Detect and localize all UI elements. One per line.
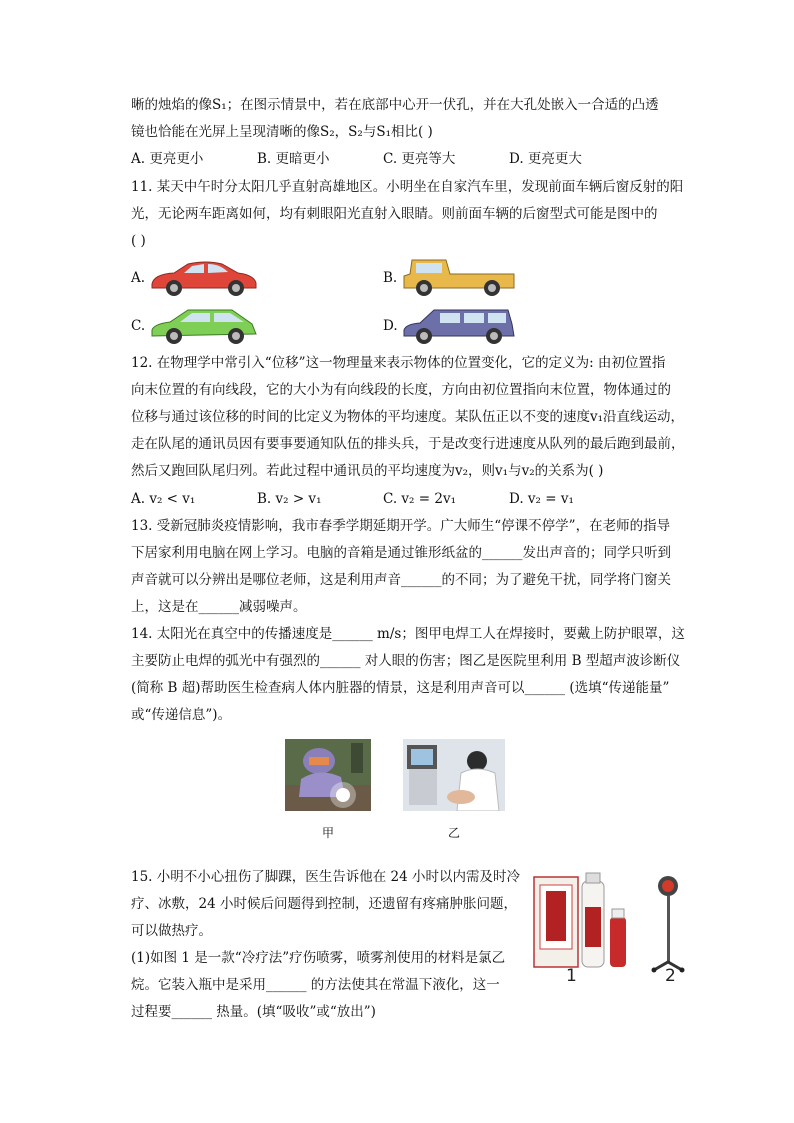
cold-spray-product-photo <box>532 869 642 969</box>
welder-photo <box>285 739 371 811</box>
q13-line-1: 13. 受新冠肺炎疫情影响，我市春季学期延期开学。广大师生“停课不停学”，在老师的指导 <box>131 518 671 534</box>
q15-line-1: 15. 小明不小心扭伤了脚踝，医生告诉他在 24 小时以内需及时冷 <box>131 869 521 885</box>
q11-option-b-label: B. <box>383 270 398 286</box>
q10-line-1: 晰的烛焰的像S₁；在图示情景中，若在底部中心开一伏孔，并在大孔处嵌入一合适的凸透 <box>131 97 659 113</box>
figure-2-label: 2 <box>665 966 676 986</box>
q12-line-4: 走在队尾的通讯员因有要事要通知队伍的排头兵，于是改变行进速度从队列的最后跑到最前， <box>131 436 685 452</box>
ultrasound-photo <box>403 739 505 811</box>
q11-line-1: 11. 某天中午时分太阳几乎直射高雄地区。小明坐在自家汽车里，发现前面车辆后窗反射的阳 <box>131 179 684 195</box>
q12-option-a: A. v₂ < v₁ <box>131 491 196 507</box>
car-wagon-illustration <box>400 304 518 346</box>
q11-line-2: 光，无论两车距离如何，均有刺眼阳光直射入眼睛。则前面车辆的后窗型式可能是图中的 <box>131 206 658 222</box>
figure-caption-yi: 乙 <box>448 826 461 840</box>
q14-line-1: 14. 太阳光在真空中的传播速度是______ m/s；图甲电焊工人在焊接时，要戴上防护眼罩，这 <box>131 626 685 642</box>
q12-line-3: 位移与通过该位移的时间的比定义为物体的平均速度。某队伍正以不变的速度v₁沿直线运动， <box>131 409 685 425</box>
car-hatchback-illustration <box>148 304 260 346</box>
q11-option-d-label: D. <box>383 318 398 334</box>
q11-line-3: ( ) <box>131 233 146 249</box>
q15-line-5: 烷。它装入瓶中是采用______ 的方法使其在常温下液化，这一 <box>131 977 500 993</box>
q12-line-2: 向末位置的有向线段，它的大小为有向线段的长度，方向由初位置指向末位置，物体通过的 <box>131 382 671 398</box>
q14-line-2: 主要防止电焊的弧光中有强烈的______ 对人眼的伤害；图乙是医院里利用 B 型超声波诊断仪 <box>131 653 681 669</box>
q12-option-c: C. v₂ = 2v₁ <box>383 491 456 507</box>
figure-caption-jia: 甲 <box>322 826 335 840</box>
q13-line-2: 下居家利用电脑在网上学习。电脑的音箱是通过锥形纸盆的______发出声音的；同学只听到 <box>131 545 671 561</box>
q14-line-4: 或“传递信息”)。 <box>131 707 232 723</box>
heat-lamp-photo <box>648 874 694 974</box>
q11-option-c-label: C. <box>131 318 146 334</box>
q13-line-3: 声音就可以分辨出是哪位老师，这是利用声音______的不同；为了避免干扰，同学将门窗关 <box>131 572 671 588</box>
q10-option-c: C. 更亮等大 <box>383 151 456 167</box>
q12-option-d: D. v₂ = v₁ <box>509 491 574 507</box>
q15-line-2: 疗、冰敷，24 小时候后问题得到控制，还遗留有疼痛肿胀问题， <box>131 896 517 912</box>
q10-option-d: D. 更亮更大 <box>509 151 582 167</box>
q10-option-b: B. 更暗更小 <box>257 151 330 167</box>
q14-line-3: (简称 B 超)帮助医生检查病人体内脏器的情景，这是利用声音可以______ (选填“传递能量” <box>131 680 670 696</box>
q11-option-a-label: A. <box>131 270 146 286</box>
q12-option-b: B. v₂ > v₁ <box>257 491 322 507</box>
q12-line-1: 12. 在物理学中常引入“位移”这一物理量来表示物体的位置变化，它的定义为: 由初位置指 <box>131 355 666 371</box>
car-pickup-illustration <box>400 256 518 298</box>
q15-line-3: 可以做热疗。 <box>131 923 212 939</box>
q13-line-4: 上，这是在______减弱噪声。 <box>131 599 307 615</box>
q10-option-a: A. 更亮更小 <box>131 151 204 167</box>
q12-line-5: 然后又跑回队尾归列。若此过程中通讯员的平均速度为v₂，则v₁与v₂的关系为( ) <box>131 463 604 479</box>
car-coupe-illustration <box>148 256 260 298</box>
q15-line-6: 过程要______ 热量。(填“吸收”或“放出”) <box>131 1004 376 1020</box>
q15-line-4: (1)如图 1 是一款“冷疗法”疗伤喷雾，喷雾剂使用的材料是氯乙 <box>131 950 506 966</box>
figure-1-label: 1 <box>566 966 577 986</box>
q10-line-2: 镜也恰能在光屏上呈现清晰的像S₂，S₂与S₁相比( ) <box>131 124 433 140</box>
